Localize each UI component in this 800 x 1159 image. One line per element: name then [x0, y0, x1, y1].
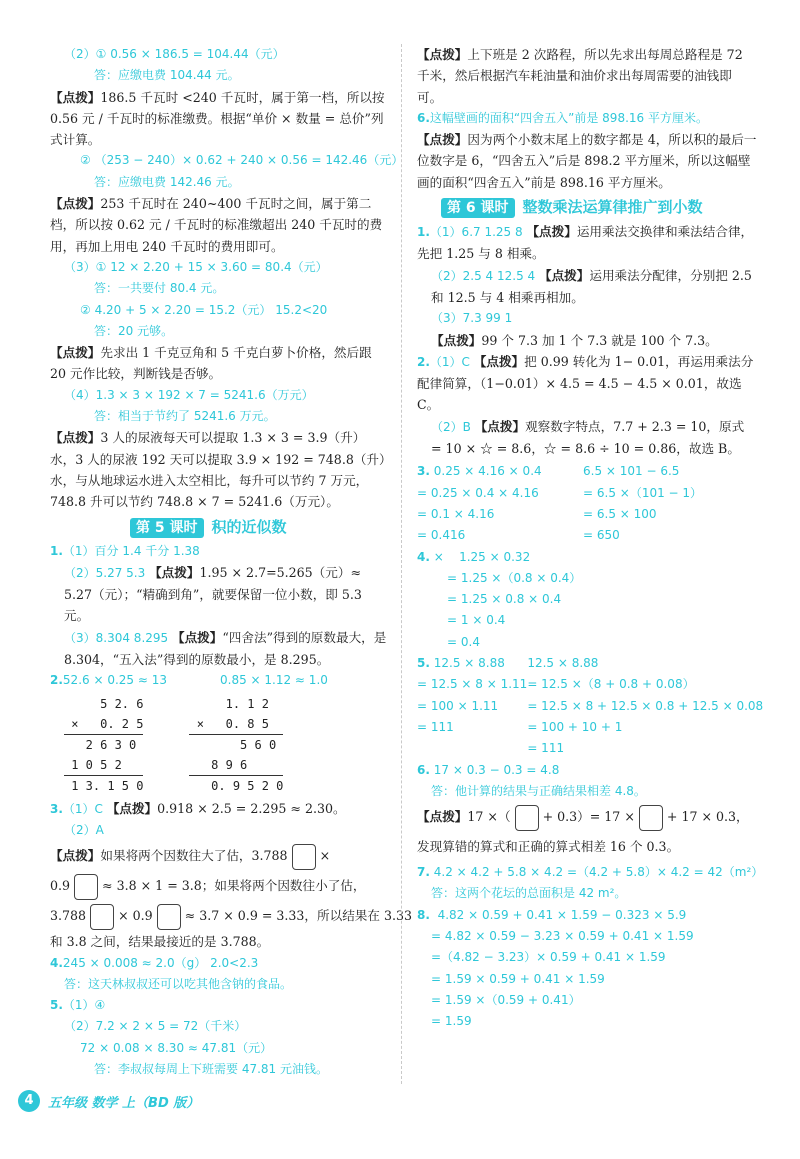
answer-with-hint: [417, 221, 757, 265]
working-line: = 1.25 × 0.8 × 0.4: [447, 592, 562, 607]
blank-box: [74, 874, 98, 900]
hint-text: + 0.3）= 17 ×: [542, 809, 635, 825]
working-line: = 4.82 × 0.59 − 3.23 × 0.59 + 0.41 × 1.59: [431, 928, 694, 943]
working-column: [417, 653, 527, 759]
lesson-badge: 第 5 课时: [130, 518, 204, 538]
working-line: = 650: [583, 528, 620, 543]
section-heading-6: [441, 197, 757, 219]
hint-tag: 【点拨】: [526, 224, 577, 240]
hint-text: 253 千瓦时在 240~400 千瓦时之间，属于第二档，所以按 0.62 元 / 千瓦时的标准缴超出 240 千瓦时的费用，再加上用电 240 千瓦时的费用即可。: [50, 196, 383, 254]
working-line: = 100 × 1.11: [417, 698, 499, 713]
answer-line: [417, 108, 757, 129]
question-number: 4.: [50, 955, 63, 970]
working-column: [583, 461, 702, 546]
hint-tag: 【点拨】: [417, 47, 468, 62]
hint-tag: 【点拨】: [417, 809, 468, 825]
answer-line: （4）1.3 × 3 × 192 × 7 = 5241.6（万元）: [64, 387, 314, 402]
hint-text: × 0.9: [118, 908, 153, 924]
hint-text: “四舍法”得到的原数最大，是 8.304，“五入法”得到的原数最小，是 8.295。: [64, 629, 387, 668]
working-line: [417, 461, 583, 482]
hint-tag: 【点拨】: [474, 418, 526, 434]
hint-text: 17 ×（: [467, 809, 511, 825]
working-line: = 1.59 ×（0.59 + 0.41）: [431, 992, 581, 1007]
right-column: [417, 44, 764, 1032]
working-line: = 1.59 × 0.59 + 0.41 × 1.59: [431, 971, 605, 986]
hint-line: [50, 871, 390, 901]
hint-tag: 【点拨】: [149, 564, 200, 580]
hint-text: 186.5 千瓦时 <240 千瓦时，属于第一档，所以按 0.56 元 / 千瓦时的标准缴费。根据“单价 × 数量 = 总价”列式计算。: [50, 89, 385, 148]
hint-text: 观察数字特点，7.7 + 2.3 = 10，原式 = 10 × ☆ = 8.6，☆ = 8.6 ÷ 10 = 0.86，故选 B。: [431, 418, 745, 457]
answer-text: 52.6 × 0.25 ≈ 13: [62, 673, 167, 688]
answer-text: （2）2.5 4 12.5 4: [431, 268, 539, 283]
question-number: 4.: [417, 549, 430, 564]
working-text: 12.5 × 8.88: [433, 656, 505, 671]
hint-paragraph: [50, 193, 390, 257]
calc-row: 0. 9 5 2 0: [189, 775, 283, 796]
question-number: 7.: [417, 865, 430, 880]
answer-line: （2）7.2 × 2 × 5 = 72（千米）: [64, 1019, 247, 1034]
working-line: = 12.5 × 8 + 12.5 × 0.8 + 12.5 × 0.08: [527, 698, 764, 713]
working-block: [417, 653, 764, 759]
answer-text: （1）④: [62, 998, 106, 1013]
hint-text: 99 个 7.3 加 1 个 7.3 就是 100 个 7.3。: [481, 332, 718, 348]
working-line: = 0.416: [417, 528, 466, 543]
answer-line: ② 4.20 + 5 × 2.20 = 15.2（元） 15.2<20: [80, 302, 328, 317]
vertical-calc-b: [189, 694, 283, 796]
hint-line: [50, 901, 413, 931]
question-number: 5.: [417, 656, 430, 671]
hint-tag: 【点拨】: [50, 89, 101, 105]
book-label: 五年级 数学 上（BD 版）: [48, 1095, 200, 1111]
left-column: [50, 44, 413, 1080]
working-block: [417, 461, 757, 546]
hint-text: 1.95 × 2.7=5.265（元）≈ 5.27（元）；“精确到角”，就要保留一位小数，即 5.3 元。: [64, 564, 362, 624]
answer-line: （3）7.3 99 1: [431, 311, 513, 326]
working-block: [417, 905, 757, 1033]
working-line: = 1.59: [431, 1014, 472, 1029]
hint-text: 上下班是 2 次路程，所以先求出每周总路程是 72 千米，然后根据汽车耗油量和油价求出每周需要的油钱即可。: [417, 47, 743, 105]
answer-line: [417, 760, 757, 781]
question-number: 8.: [417, 907, 430, 922]
calc-row: 1. 1 2: [189, 696, 269, 711]
page-footer: [18, 1090, 199, 1112]
hint-text: ×: [319, 848, 331, 864]
hint-text: ≈ 3.7 × 0.9 = 3.33，所以结果在 3.33: [184, 908, 413, 924]
blank-box: [515, 805, 539, 831]
answer-text: （2）5.27 5.3: [64, 565, 150, 580]
hint-text: 运用乘法分配律，分别把 2.5 和 12.5 与 4 相乘再相加。: [431, 267, 752, 305]
answer-line: 72 × 0.08 × 8.30 ≈ 47.81（元）: [80, 1040, 273, 1055]
answer-line: [417, 862, 764, 883]
hint-text: 运用乘法交换律和乘法结合律，先把 1.25 与 8 相乘。: [417, 224, 754, 262]
hint-text: ≈ 3.8 × 1 = 3.8；如果将两个因数往小了估，: [102, 878, 366, 894]
working-line: = 100 + 10 + 1: [527, 719, 623, 734]
question-number: 2.: [417, 354, 430, 369]
hint-paragraph: [50, 342, 390, 385]
question-number: 3.: [50, 801, 63, 816]
answer-line: 答：一共要付 80.4 元。: [94, 281, 225, 296]
calc-row: 8 9 6: [189, 757, 248, 772]
answer-line: ② （253 − 240）× 0.62 + 240 × 0.56 = 142.46（元）: [80, 153, 404, 168]
working-line: = 0.4: [447, 634, 480, 649]
answer-text: 4.2 × 4.2 + 5.8 × 4.2 =（4.2 + 5.8）× 4.2 = 42（m²）: [433, 865, 764, 880]
hint-paragraph: [417, 129, 757, 193]
blank-box: [157, 904, 181, 930]
hint-line: 和 3.8 之间，结果最接近的是 3.788。: [50, 934, 270, 950]
hint-text: 如果将两个因数往大了估，3.788: [100, 848, 288, 864]
answer-with-hint: [417, 416, 757, 460]
answer-text: 0.85 × 1.12 ≈ 1.0: [220, 673, 328, 688]
lesson-title: 积的近似数: [211, 517, 287, 536]
blank-box: [639, 805, 663, 831]
answer-line: （2）A: [64, 822, 104, 837]
answer-text: （2）B: [431, 419, 475, 434]
working-column: [417, 461, 583, 546]
hint-tag: 【点拨】: [50, 345, 101, 361]
hint-text: 把 0.99 转化为 1− 0.01，再运用乘法分配律简算，（1−0.01）× 4.5 = 4.5 − 4.5 × 0.01，故选 C。: [417, 353, 754, 413]
hint-tag: 【点拨】: [473, 353, 525, 369]
question-number: 1.: [50, 543, 63, 558]
calc-row: × 0. 2 5: [64, 716, 144, 731]
lesson-badge: 第 6 课时: [441, 198, 515, 218]
answer-line: （3）① 12 × 2.20 + 15 × 3.60 = 80.4（元）: [64, 259, 328, 274]
working-block: [417, 547, 757, 653]
calc-row: 1 3. 1 5 0: [64, 775, 143, 796]
calc-row: 2 6 3 0: [64, 734, 143, 755]
working-line: = 6.5 × 100: [583, 506, 657, 521]
working-text: ×: [433, 549, 444, 564]
answer-line: 答：20 元够。: [94, 323, 174, 338]
hint-paragraph: [50, 427, 390, 512]
answer-with-hint: [417, 351, 757, 416]
hint-text: 0.9: [50, 878, 71, 894]
question-number: 2.: [50, 673, 63, 688]
lesson-title: 整数乘法运算律推广到小数: [522, 198, 703, 217]
hint-line: [50, 841, 390, 871]
question-number: 6.: [417, 110, 430, 125]
hint-paragraph: [417, 802, 757, 862]
page-number: 4: [18, 1090, 40, 1112]
hint-tag: 【点拨】: [50, 196, 101, 212]
answer-text: （1）6.7 1.25 8: [429, 225, 527, 240]
working-line: = 111: [417, 719, 454, 734]
answer-line: [50, 995, 390, 1016]
hint-text: 先求出 1 千克豆角和 5 千克白萝卜价格，然后跟 20 元作比较，判断钱是否够。: [50, 345, 372, 382]
hint-tag: 【点拨】: [417, 132, 468, 148]
hint-paragraph: [50, 87, 390, 151]
answer-line: （2）① 0.56 × 186.5 = 104.44（元）: [64, 47, 285, 61]
hint-tag: 【点拨】: [106, 800, 158, 816]
answer-line: [50, 541, 390, 562]
vertical-calc-a: [64, 694, 143, 796]
answer-line: [50, 670, 390, 691]
calc-row: 5 6 0: [189, 734, 283, 755]
hint-line: [417, 330, 757, 351]
working-line: [417, 905, 757, 926]
working-line: = 12.5 × 8 × 1.11: [417, 677, 528, 692]
working-line: 6.5 × 101 − 6.5: [583, 464, 680, 479]
answer-text: 17 × 0.3 − 0.3 = 4.8: [433, 762, 560, 777]
vertical-calculations: [50, 694, 390, 796]
working-line: =（4.82 − 3.23）× 0.59 + 0.41 × 1.59: [431, 950, 666, 965]
column-divider: [401, 44, 402, 1084]
working-line: [417, 547, 757, 568]
hint-tag: 【点拨】: [538, 267, 590, 283]
calc-row: 1 0 5 2: [64, 757, 122, 772]
hint-paragraph: [417, 44, 757, 108]
working-line: = 1 × 0.4: [447, 613, 506, 628]
answer-line: 答：他计算的结果与正确结果相差 4.8。: [431, 783, 646, 798]
question-number: 6.: [417, 762, 430, 777]
answer-text: （1）百分 1.4 千分 1.38: [62, 543, 200, 558]
answer-with-hint: [50, 627, 390, 671]
answer-with-hint: [50, 798, 390, 820]
answer-text: 245 × 0.008 ≈ 2.0（g） 2.0<2.3: [62, 955, 259, 970]
answer-line: 答：应缴电费 104.44 元。: [94, 68, 240, 83]
working-text: 0.25 × 4.16 × 0.4: [433, 464, 542, 479]
answer-text: 这幅壁画的面积“四舍五入”前是 898.16 平方厘米。: [429, 110, 708, 125]
working-line: = 0.1 × 4.16: [417, 506, 495, 521]
working-line: = 12.5 ×（8 + 0.8 + 0.08）: [527, 677, 695, 692]
hint-tag: 【点拨】: [431, 332, 482, 348]
working-line: 12.5 × 8.88: [527, 656, 599, 671]
section-heading-5: [130, 517, 390, 539]
hint-text: + 17 × 0.3，发现算错的算式和正确的算式相差 16 个 0.3。: [417, 809, 749, 855]
hint-text: 3.788: [50, 908, 87, 924]
working-line: [417, 653, 527, 674]
answer-line: 答：这天林叔叔还可以吃其他含钠的食品。: [64, 976, 293, 991]
working-column: [527, 653, 763, 759]
blank-box: [292, 844, 316, 870]
working-line: = 1.25 ×（0.8 × 0.4）: [447, 570, 582, 585]
answer-line: 答：李叔叔每周上下班需要 47.81 元油钱。: [94, 1061, 328, 1076]
hint-text: 0.918 × 2.5 = 2.295 ≈ 2.30。: [157, 800, 346, 816]
answer-text: （3）8.304 8.295: [64, 630, 172, 645]
answer-line: 答：相当于节约了 5241.6 万元。: [94, 409, 276, 424]
hint-tag: 【点拨】: [171, 629, 223, 645]
working-line: = 6.5 ×（101 − 1）: [583, 485, 703, 500]
answer-line: [50, 953, 390, 974]
calc-row: 5 2. 6: [64, 696, 144, 711]
hint-text: 因为两个小数末尾上的数字都是 4，所以积的最后一位数字是 6，“四舍五入”后是 898.2 平方厘米，所以这幅壁画的面积“四舍五入”前是 898.16 平方厘米。: [417, 132, 757, 190]
hint-text: 3 人的尿液每天可以提取 1.3 × 3 = 3.9（升）水，3 人的尿液 192 天可以提取 3.9 × 192 = 748.8（升）水，与从地球运水进入太空相比，每升可以节约 7 万元，748.8 升可以节约 748.8 × 7 = 5241.6（万元）。: [50, 430, 386, 510]
answer-with-hint: [417, 265, 757, 309]
calc-row: × 0. 8 5: [189, 716, 269, 731]
answer-text: （1）C: [429, 354, 474, 369]
working-text: 4.82 × 0.59 + 0.41 × 1.59 − 0.323 × 5.9: [437, 907, 687, 922]
hint-tag: 【点拨】: [50, 430, 101, 446]
blank-box: [90, 904, 114, 930]
question-number: 1.: [417, 225, 430, 240]
answer-line: 答：应缴电费 142.46 元。: [94, 174, 240, 189]
working-line: = 0.25 × 0.4 × 4.16: [417, 485, 539, 500]
answer-line: 答：这两个花坛的总面积是 42 m²。: [431, 886, 627, 901]
question-number: 5.: [50, 998, 63, 1013]
working-text: 1.25 × 0.32: [459, 549, 531, 564]
answer-with-hint: [50, 562, 390, 627]
question-number: 3.: [417, 464, 430, 479]
answer-text: （1）C: [62, 801, 107, 816]
working-line: = 111: [527, 741, 565, 756]
hint-tag: 【点拨】: [50, 848, 101, 864]
